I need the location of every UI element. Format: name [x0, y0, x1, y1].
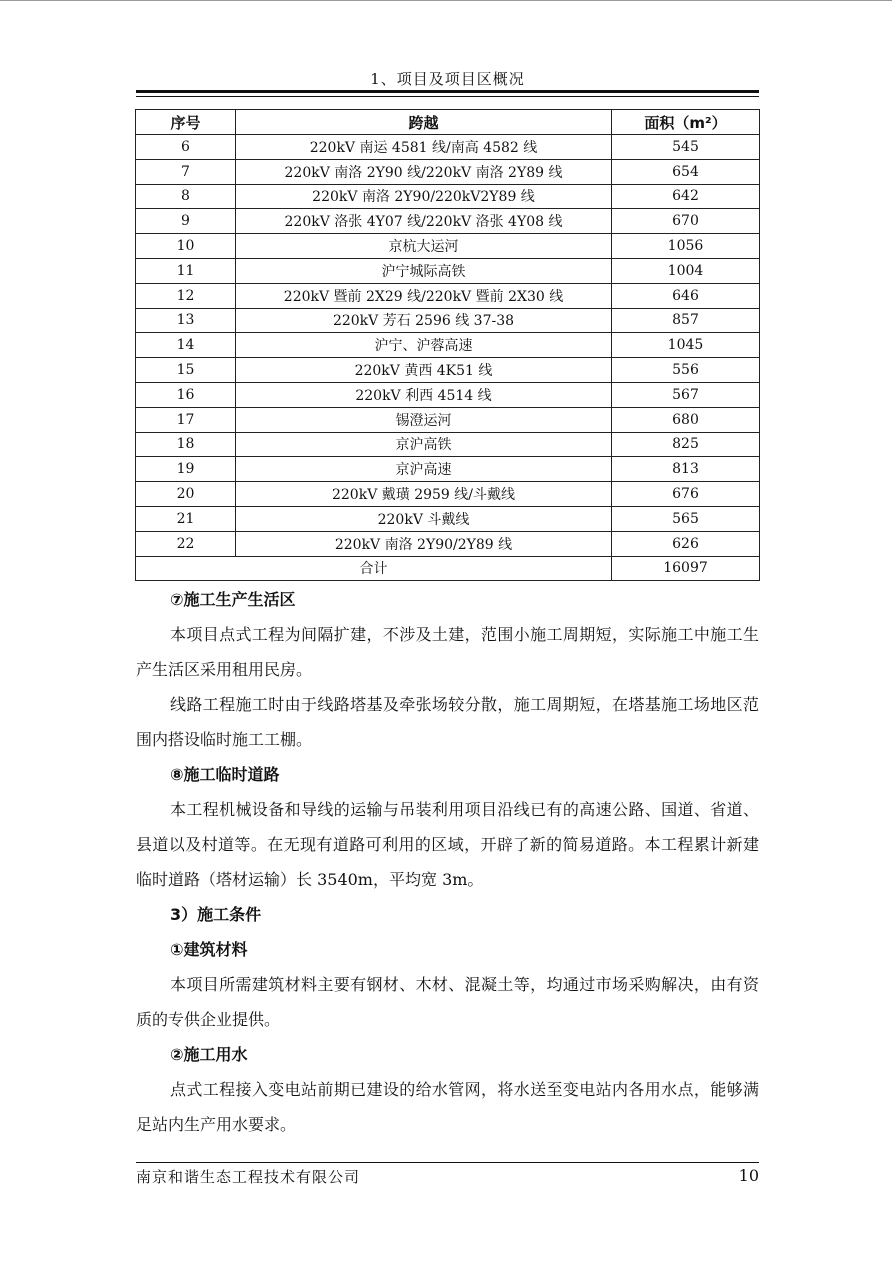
table-row	[136, 333, 760, 358]
row-crossing: 220kV 戴璜 2959 线/斗戴线	[236, 482, 612, 507]
body-text	[136, 582, 759, 1142]
row-crossing: 220kV 南运 4581 线/南高 4582 线	[236, 135, 612, 160]
table-row	[136, 432, 760, 457]
row-crossing: 京沪高铁	[236, 432, 612, 457]
table-row	[136, 159, 760, 184]
row-area: 1004	[612, 258, 760, 283]
row-crossing: 220kV 暨前 2X29 线/220kV 暨前 2X30 线	[236, 283, 612, 308]
row-no: 9	[136, 209, 236, 234]
row-no: 18	[136, 432, 236, 457]
col-header-crossing: 跨越	[236, 110, 612, 135]
row-crossing: 220kV 利西 4514 线	[236, 382, 612, 407]
table-row	[136, 482, 760, 507]
row-crossing: 京沪高速	[236, 457, 612, 482]
footer-company: 南京和谐生态工程技术有限公司	[136, 1168, 361, 1186]
table-header-row	[136, 110, 760, 135]
row-no: 15	[136, 358, 236, 383]
row-crossing: 220kV 斗戴线	[236, 506, 612, 531]
table-row	[136, 184, 760, 209]
row-area: 654	[612, 159, 760, 184]
row-no: 12	[136, 283, 236, 308]
row-no: 19	[136, 457, 236, 482]
row-no: 11	[136, 258, 236, 283]
row-crossing: 220kV 南洛 2Y90/220kV2Y89 线	[236, 184, 612, 209]
section-title-temp-road: ⑧施工临时道路	[170, 765, 280, 784]
table-row	[136, 258, 760, 283]
row-area: 565	[612, 506, 760, 531]
table-row	[136, 209, 760, 234]
table-row	[136, 135, 760, 160]
row-area: 556	[612, 358, 760, 383]
table-row	[136, 234, 760, 259]
row-crossing: 220kV 黄西 4K51 线	[236, 358, 612, 383]
section-title-living-area: ⑦施工生产生活区	[170, 590, 296, 609]
table-row	[136, 308, 760, 333]
top-edge-rule	[0, 0, 892, 1]
page-header-title: 1、项目及项目区概况	[370, 70, 525, 88]
row-no: 8	[136, 184, 236, 209]
row-area: 1045	[612, 333, 760, 358]
row-crossing: 220kV 芳石 2596 线 37-38	[236, 308, 612, 333]
paragraph: 本项目点式工程为间隔扩建，不涉及土建，范围小施工周期短，实际施工中施工生产生活区采用租用民房。	[136, 625, 759, 679]
row-crossing: 220kV 南洛 2Y90 线/220kV 南洛 2Y89 线	[236, 159, 612, 184]
crossing-area-table	[135, 109, 760, 581]
section-title-water: ②施工用水	[170, 1045, 248, 1064]
row-area: 676	[612, 482, 760, 507]
row-area: 626	[612, 531, 760, 556]
section-title-conditions: 3）施工条件	[170, 905, 262, 924]
row-area: 545	[612, 135, 760, 160]
row-crossing: 220kV 洛张 4Y07 线/220kV 洛张 4Y08 线	[236, 209, 612, 234]
row-no: 16	[136, 382, 236, 407]
row-no: 10	[136, 234, 236, 259]
table-row	[136, 506, 760, 531]
row-no: 20	[136, 482, 236, 507]
page-number: 10	[738, 1166, 759, 1185]
row-area: 642	[612, 184, 760, 209]
paragraph: 点式工程接入变电站前期已建设的给水管网，将水送至变电站内各用水点，能够满足站内生产用水要求。	[136, 1080, 759, 1134]
row-area: 1056	[612, 234, 760, 259]
row-no: 6	[136, 135, 236, 160]
section-title-materials: ①建筑材料	[170, 940, 248, 959]
row-no: 21	[136, 506, 236, 531]
footer-rule	[136, 1162, 759, 1163]
row-no: 13	[136, 308, 236, 333]
col-header-area: 面积（m²）	[612, 110, 760, 135]
row-crossing: 沪宁城际高铁	[236, 258, 612, 283]
row-area: 670	[612, 209, 760, 234]
paragraph: 线路工程施工时由于线路塔基及牵张场较分散，施工周期短，在塔基施工场地区范围内搭设临时施工工棚。	[136, 695, 759, 749]
table-row	[136, 531, 760, 556]
row-area: 825	[612, 432, 760, 457]
table-row	[136, 382, 760, 407]
row-crossing: 锡澄运河	[236, 407, 612, 432]
table-total-row	[136, 556, 760, 581]
total-label: 合计	[136, 556, 612, 581]
row-crossing: 220kV 南洛 2Y90/2Y89 线	[236, 531, 612, 556]
table-body	[136, 135, 760, 557]
row-crossing: 京杭大运河	[236, 234, 612, 259]
header-rule-thin	[136, 96, 759, 97]
row-area: 567	[612, 382, 760, 407]
total-value: 16097	[612, 556, 760, 581]
row-no: 22	[136, 531, 236, 556]
paragraph: 本项目所需建筑材料主要有钢材、木材、混凝土等，均通过市场采购解决，由有资质的专供企业提供。	[136, 975, 759, 1029]
row-area: 813	[612, 457, 760, 482]
row-no: 17	[136, 407, 236, 432]
row-area: 857	[612, 308, 760, 333]
col-header-no: 序号	[136, 110, 236, 135]
paragraph: 本工程机械设备和导线的运输与吊装利用项目沿线已有的高速公路、国道、省道、县道以及村道等。在无现有道路可利用的区域，开辟了新的简易道路。本工程累计新建临时道路（塔材运输）长 3540m，平均宽 3m。	[136, 800, 759, 889]
row-area: 646	[612, 283, 760, 308]
row-no: 7	[136, 159, 236, 184]
table-row	[136, 457, 760, 482]
header-rule-thick	[136, 90, 759, 93]
table-row	[136, 358, 760, 383]
table-row	[136, 407, 760, 432]
table-row	[136, 283, 760, 308]
row-no: 14	[136, 333, 236, 358]
row-crossing: 沪宁、沪蓉高速	[236, 333, 612, 358]
row-area: 680	[612, 407, 760, 432]
